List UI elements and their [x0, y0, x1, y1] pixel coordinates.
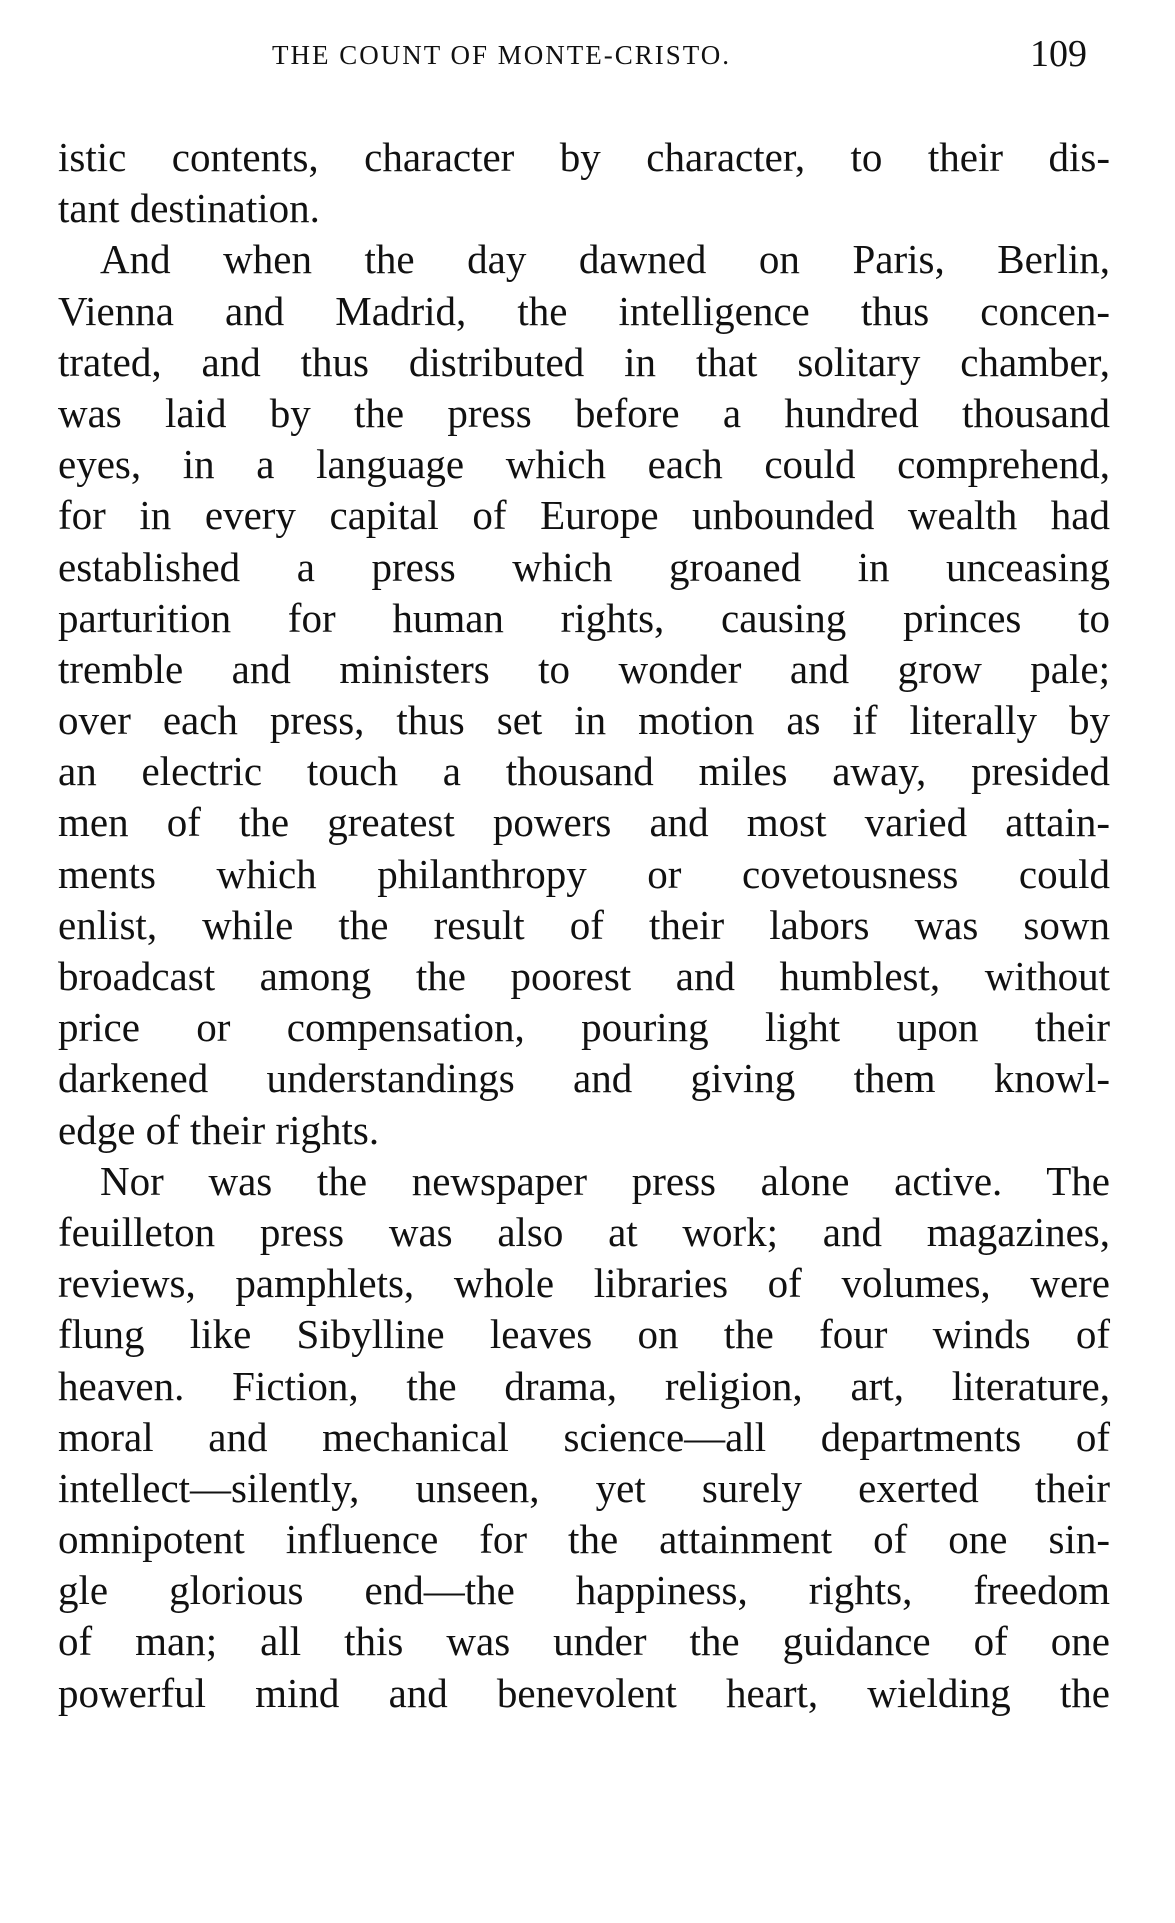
body-text — [58, 132, 1110, 1719]
text-line: omnipotent influence for the attainment of one sin- — [58, 1516, 1110, 1563]
text-line: over each press, thus set in motion as if literally by — [58, 697, 1110, 744]
text-line: intellect—silently, unseen, yet surely exerted their — [58, 1464, 1110, 1511]
text-line: darkened understandings and giving them knowl- — [58, 1055, 1110, 1102]
text-line: flung like Sibylline leaves on the four winds of — [58, 1311, 1110, 1358]
running-title: THE COUNT OF MONTE-CRISTO. — [272, 40, 732, 70]
text-line: enlist, while the result of their labors was sown — [58, 901, 1110, 948]
text-line: for in every capital of Europe unbounded wealth had — [58, 492, 1110, 539]
text-line: Vienna and Madrid, the intelligence thus concen- — [58, 287, 1110, 334]
text-line: feuilleton press was also at work; and magazines, — [58, 1208, 1110, 1255]
text-line: broadcast among the poorest and humblest, without — [58, 953, 1110, 999]
text-line: parturition for human rights, causing princes to — [58, 594, 1110, 641]
text-line: edge of their rights. — [58, 1106, 380, 1153]
text-line: ments which philanthropy or covetousness could — [58, 850, 1110, 897]
text-line: an electric touch a thousand miles away, presided — [58, 748, 1110, 795]
text-line: men of the greatest powers and most varied attain- — [58, 799, 1110, 846]
text-line: trated, and thus distributed in that solitary chamber, — [58, 338, 1110, 385]
text-line: And when the day dawned on Paris, Berlin, — [100, 236, 1110, 283]
text-line: tremble and ministers to wonder and grow pale; — [58, 645, 1110, 692]
text-line: istic contents, character by character, to their dis- — [58, 134, 1110, 180]
text-line: was laid by the press before a hundred thousand — [58, 389, 1110, 436]
page-header — [0, 30, 1175, 80]
text-line: price or compensation, pouring light upon their — [58, 1004, 1110, 1051]
text-line: reviews, pamphlets, whole libraries of volumes, were — [58, 1260, 1110, 1307]
text-line: tant destination. — [58, 185, 320, 232]
text-line: eyes, in a language which each could comprehend, — [58, 441, 1110, 488]
text-line: of man; all this was under the guidance of one — [58, 1618, 1110, 1665]
text-line: Nor was the newspaper press alone active. The — [100, 1157, 1110, 1204]
page-number: 109 — [1030, 33, 1087, 75]
text-line: established a press which groaned in unceasing — [58, 543, 1110, 590]
text-line: heaven. Fiction, the drama, religion, art, literature, — [58, 1362, 1110, 1409]
text-line: gle glorious end—the happiness, rights, freedom — [58, 1567, 1110, 1614]
text-line: powerful mind and benevolent heart, wielding the — [58, 1669, 1110, 1716]
text-line: moral and mechanical science—all departments of — [58, 1413, 1110, 1460]
